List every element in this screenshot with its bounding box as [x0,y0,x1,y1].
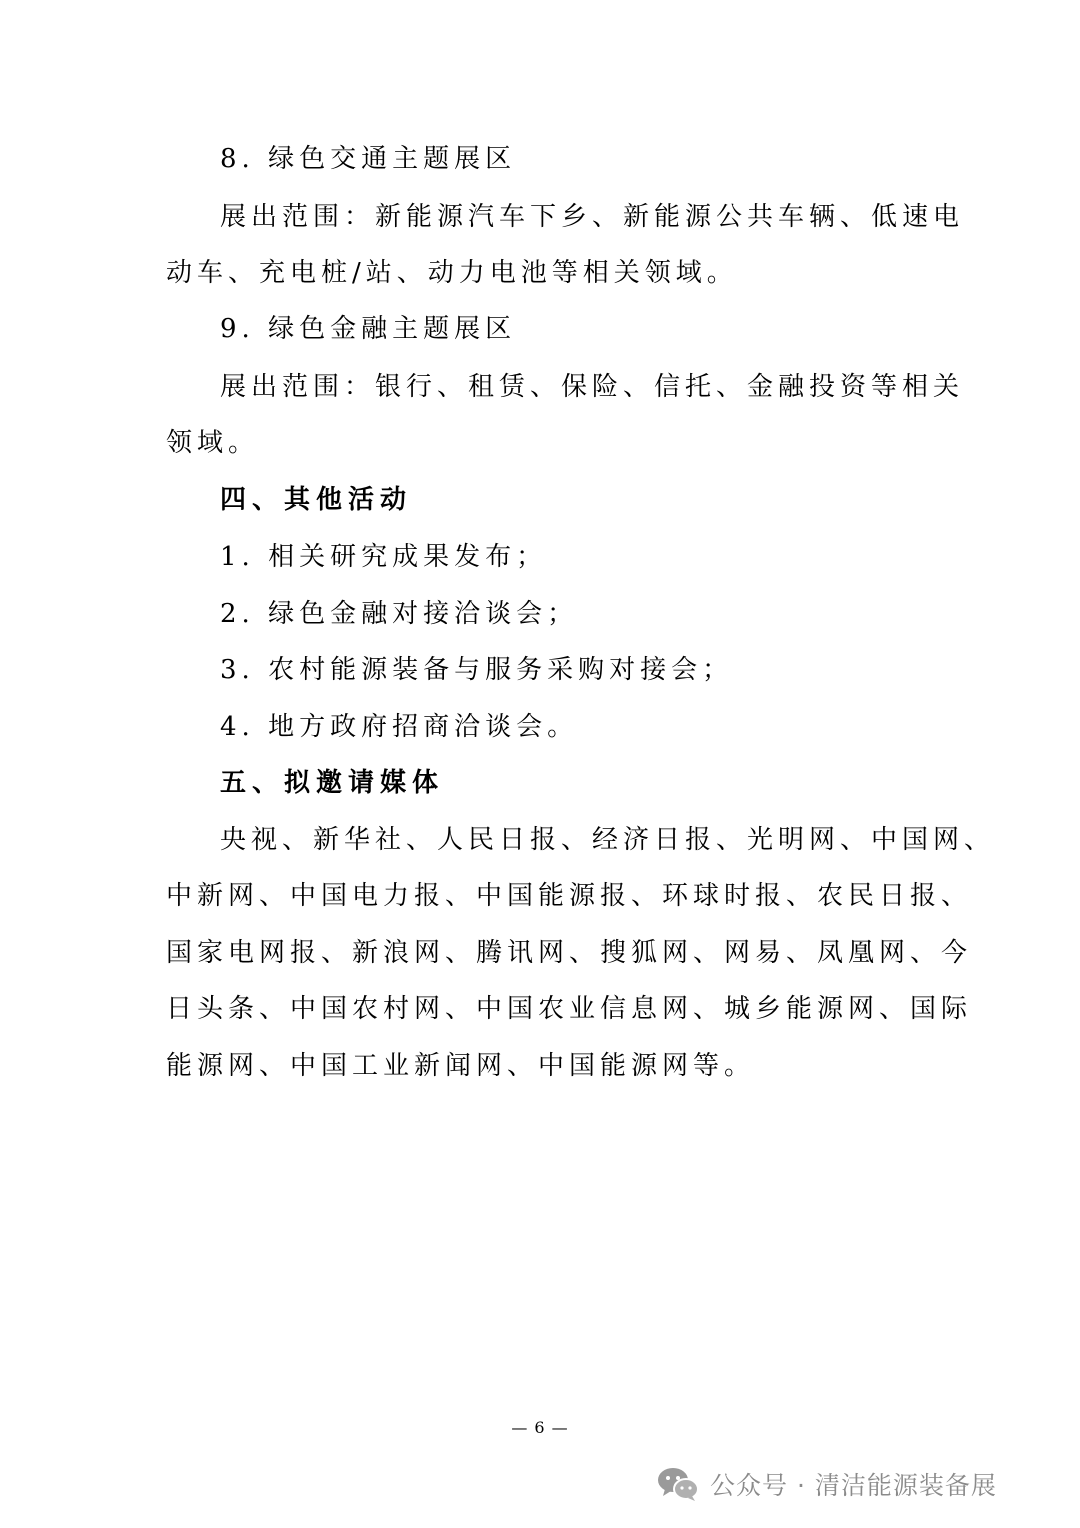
list-item: 4. 地方政府招商洽谈会。 [220,712,579,742]
paragraph-line: 领域。 [166,428,260,458]
paragraph-line: 央视、新华社、人民日报、经济日报、光明网、中国网、 [220,825,996,855]
list-item: 1. 相关研究成果发布； [220,542,548,572]
paragraph-line: 展出范围：银行、租赁、保险、信托、金融投资等相关 [220,372,965,402]
section-heading-9: 9. 绿色金融主题展区 [220,314,517,344]
paragraph-line: 动车、充电桩/站、动力电池等相关领域。 [166,258,738,288]
paragraph-line: 展出范围：新能源汽车下乡、新能源公共车辆、低速电 [220,202,965,232]
paragraph-line: 能源网、中国工业新闻网、中国能源网等。 [166,1051,756,1081]
wechat-icon [656,1465,700,1503]
paragraph-line: 中新网、中国电力报、中国能源报、环球时报、农民日报、 [166,881,973,911]
list-item: 3. 农村能源装备与服务采购对接会； [220,655,734,685]
list-item: 2. 绿色金融对接洽谈会； [220,599,579,629]
paragraph-line: 国家电网报、新浪网、腾讯网、搜狐网、网易、凤凰网、今 [166,938,973,968]
paragraph-line: 日头条、中国农村网、中国农业信息网、城乡能源网、国际 [166,994,973,1024]
watermark-text: 公众号 · 清洁能源装备展 [710,1471,997,1500]
chapter-heading-other-activities: 四、其他活动 [220,485,413,515]
watermark [656,1462,997,1506]
page-number: — 6 — [511,1418,569,1437]
chapter-heading-media: 五、拟邀请媒体 [220,768,445,798]
section-heading-8: 8. 绿色交通主题展区 [220,144,517,174]
